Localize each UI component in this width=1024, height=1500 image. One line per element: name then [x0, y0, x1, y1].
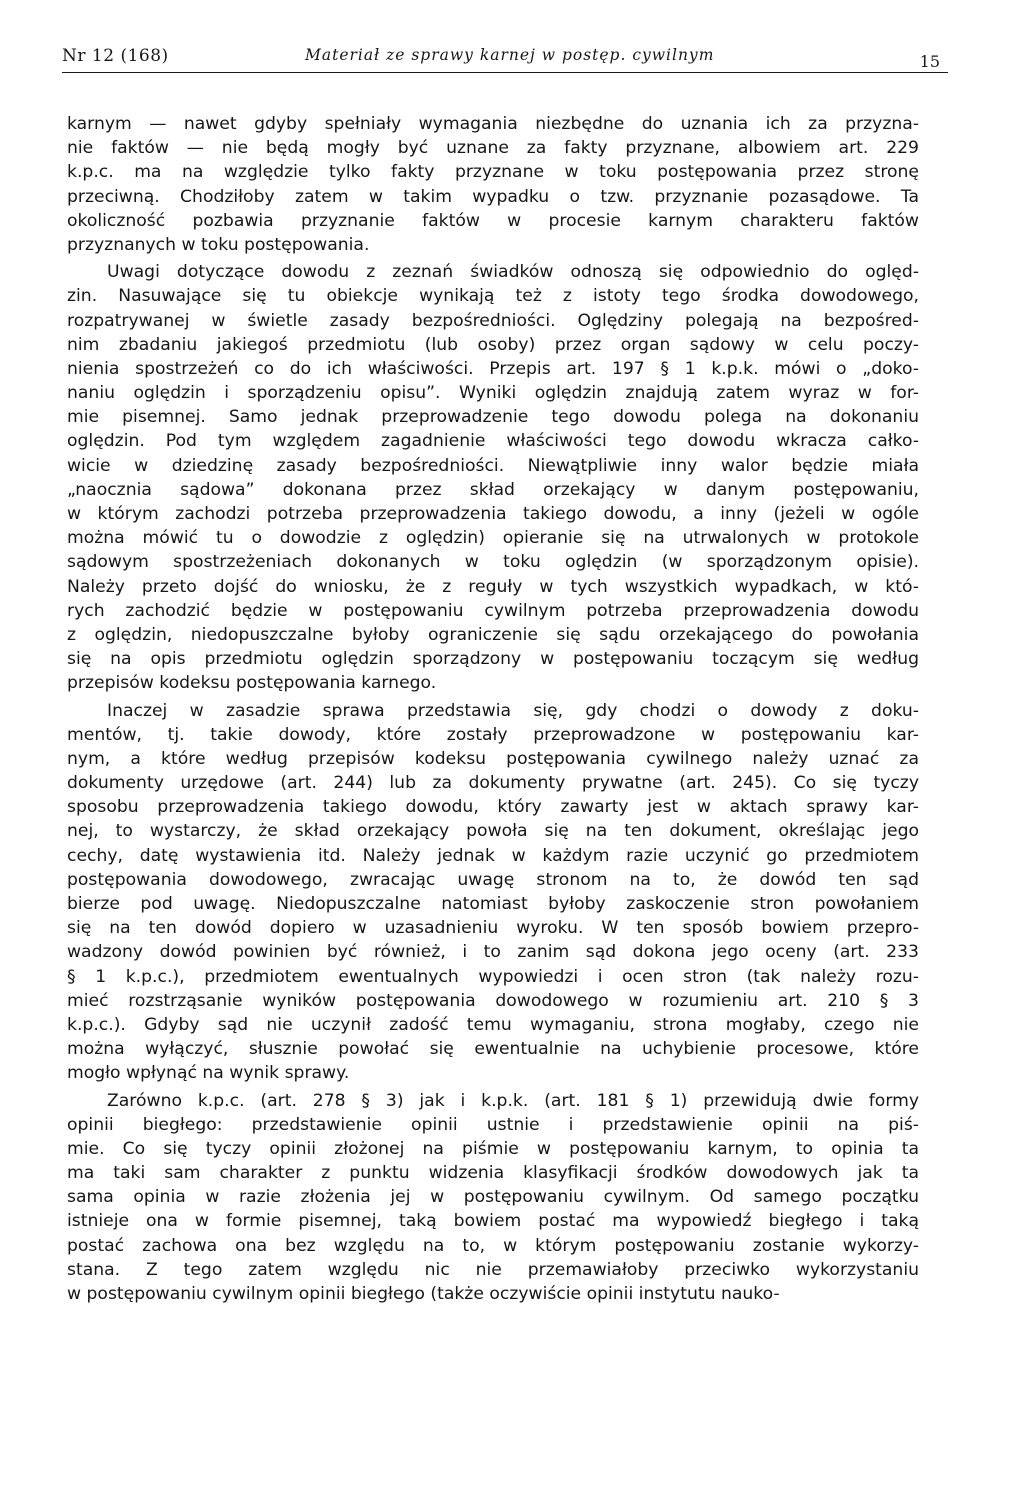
text-line: okoliczność pozbawia przyznanie faktów w procesie karnym charakteru faktów [67, 210, 919, 231]
text-line: nie faktów — nie będą mogły być uznane za fakty przyznane, albowiem art. 229 [67, 138, 919, 159]
text-line: oględzin. Pod tym względem zagadnienie właściwości tego dowodu wkracza całko- [67, 431, 919, 452]
text-line: przyznanych w toku postępowania. [67, 234, 370, 255]
text-line: Inaczej w zasadzie sprawa przedstawia się, gdy chodzi o dowody z doku- [107, 700, 919, 721]
text-line: przeciwną. Chodziłoby zatem w takim wypadku o tzw. przyznanie pozasądowe. Ta [67, 186, 919, 207]
text-line: w którym zachodzi potrzeba przeprowadzenia takiego dowodu, a inny (jeżeli w ogóle [67, 504, 919, 524]
text-line: opinii biegłego: przedstawienie opinii ustnie i przedstawienie opinii na piś- [67, 1114, 919, 1135]
text-line: można mówić tu o dowodzie z oględzin) opieranie się na utrwalonych w protokole [67, 528, 919, 549]
text-line: nienia spostrzeżeń co do ich właściwości. Przepis art. 197 § 1 k.p.k. mówi o „doko- [67, 358, 919, 379]
text-line: mie. Co się tyczy opinii złożonej na piśmie w postępowaniu karnym, to opinia ta [67, 1138, 919, 1159]
text-line: ma taki sam charakter z punktu widzenia klasyfikacji środków dowodowych jak ta [67, 1163, 919, 1184]
text-line: mieć rozstrząsanie wyników postępowania dowodowego w rozumieniu art. 210 § 3 [67, 990, 919, 1011]
text-line: można wyłączyć, słusznie powołać się ewentualnie na uchybienie procesowe, które [67, 1039, 919, 1060]
text-line: Zarówno k.p.c. (art. 278 § 3) jak i k.p.k. (art. 181 § 1) przewidują dwie formy [107, 1090, 919, 1111]
running-title: Materiał ze sprawy karnej w postęp. cywilnym [305, 46, 715, 64]
text-line: sposobu przeprowadzenia takiego dowodu, który zawarty jest w aktach sprawy kar- [67, 797, 919, 818]
body-text [67, 112, 919, 1306]
text-line: nim zbadaniu jakiegoś przedmiotu (lub osoby) przez organ sądowy w celu poczy- [67, 334, 919, 355]
text-line: mie pisemnej. Samo jednak przeprowadzenie tego dowodu polega na dokonaniu [67, 407, 919, 428]
text-line: nej, to wystarczy, że skład orzekający powoła się na ten dokument, określając jego [67, 821, 919, 842]
text-line: mentów, tj. takie dowody, które zostały przeprowadzone w postępowaniu kar- [67, 724, 919, 745]
text-line: zin. Nasuwające się tu obiekcje wynikają też z istoty tego środka dowodowego, [67, 286, 919, 307]
text-line: sama opinia w razie złożenia jej w postępowaniu cywilnym. Od samego początku [67, 1187, 919, 1208]
text-line: postać zachowa ona bez względu na to, w którym postępowaniu zostanie wykorzy- [67, 1235, 919, 1256]
text-line: dokumenty urzędowe (art. 244) lub za dokumenty prywatne (art. 245). Co się tyczy [67, 773, 919, 794]
text-line: naniu oględzin i sporządzeniu opisu”. Wyniki oględzin znajdują zatem wyraz w for- [67, 383, 919, 404]
issue-number: Nr 12 (168) [62, 46, 169, 66]
paragraph [67, 260, 919, 695]
text-line: Uwagi dotyczące dowodu z zeznań świadków odnoszą się odpowiednio do oględ- [107, 262, 919, 283]
text-line: rozpatrywanej w świetle zasady bezpośredniości. Oględziny polegają na bezpośred- [67, 310, 919, 331]
text-line: cechy, datę wystawienia itd. Należy jednak w każdym razie uczynić go przedmiotem [67, 845, 919, 866]
text-line: § 1 k.p.c.), przedmiotem ewentualnych wypowiedzi i ocen stron (tak należy rozu- [67, 966, 919, 987]
text-line: „naocznia sądowa” dokonana przez skład orzekający w danym postępowaniu, [67, 479, 919, 500]
page-number: 15 [919, 52, 940, 71]
text-line: k.p.c. ma na względzie tylko fakty przyznane w toku postępowania przez stronę [67, 162, 919, 183]
text-line: wadzony dowód powinien być również, i to zanim sąd dokona jego oceny (art. 233 [67, 942, 919, 963]
text-line: postępowania dowodowego, zwracając uwagę stronom na to, że dowód ten sąd [67, 869, 919, 890]
text-line: się na opis przedmiotu oględzin sporządzony w postępowaniu toczącym się według [67, 649, 919, 670]
text-line: bierze pod uwagę. Niedopuszczalne natomiast byłoby zaskoczenie stron powołaniem [67, 894, 919, 914]
text-line: stana. Z tego zatem względu nic nie przemawiałoby przeciwko wykorzystaniu [67, 1259, 919, 1280]
text-line: nym, a które według przepisów kodeksu postępowania cywilnego należy uznać za [67, 748, 919, 769]
text-line: k.p.c.). Gdyby sąd nie uczynił zadość temu wymaganiu, strona mogłaby, czego nie [67, 1014, 919, 1035]
paragraph [67, 699, 919, 1086]
paragraph [67, 1089, 919, 1307]
text-line: mogło wpłynąć na wynik sprawy. [67, 1063, 350, 1084]
text-line: sądowym spostrzeżeniach dokonanych w toku oględzin (w sporządzonym opisie). [67, 552, 919, 573]
running-header [62, 44, 948, 73]
text-line: rych zachodzić będzie w postępowaniu cywilnym potrzeba przeprowadzenia dowodu [67, 600, 919, 621]
text-line: z oględzin, niedopuszczalne byłoby ograniczenie się sądu orzekającego do powołania [67, 624, 919, 645]
text-line: się na ten dowód dopiero w uzasadnieniu wyroku. W ten sposób bowiem przepro- [67, 918, 919, 939]
paragraph [67, 112, 919, 257]
text-line: w postępowaniu cywilnym opinii biegłego (także oczywiście opinii instytutu nauko- [67, 1284, 780, 1304]
text-line: wicie w dziedzinę zasady bezpośredniości. Niewątpliwie inny walor będzie miała [67, 455, 919, 476]
text-line: karnym — nawet gdyby spełniały wymagania niezbędne do uznania ich za przyzna- [67, 114, 919, 134]
text-line: przepisów kodeksu postępowania karnego. [67, 673, 437, 694]
text-line: Należy przeto dojść do wniosku, że z reguły w tych wszystkich wypadkach, w któ- [67, 576, 919, 597]
text-line: istnieje ona w formie pisemnej, taką bowiem postać ma wypowiedź biegłego i taką [67, 1211, 919, 1232]
